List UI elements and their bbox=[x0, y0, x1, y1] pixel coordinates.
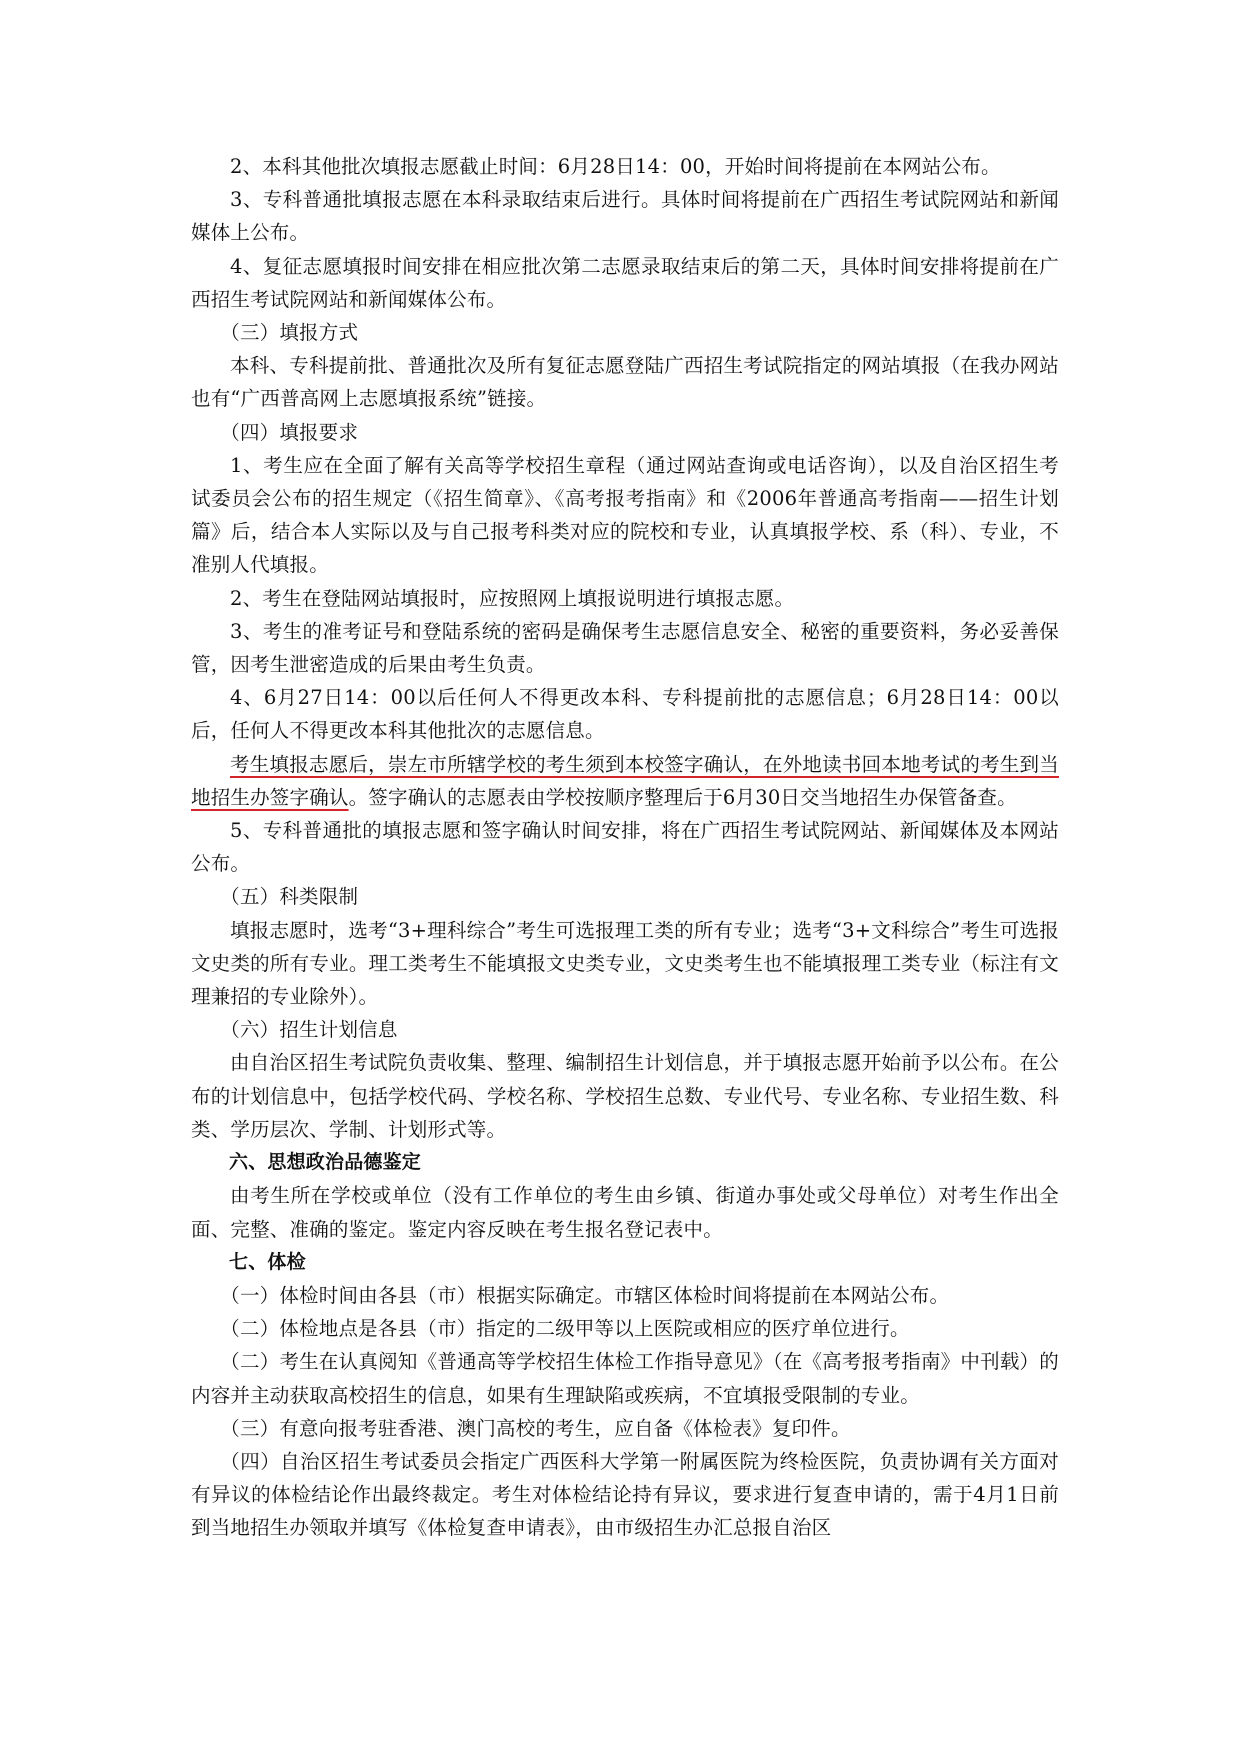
confirmation-text-rest: 。签字确认的志愿表由学校按顺序整理后于6月30日交当地招生办保管备查。 bbox=[348, 785, 1017, 809]
chapter-heading-physical-exam: 七、体检 bbox=[229, 1250, 306, 1273]
paragraph-requirement-5: 5、专科普通批的填报志愿和签字确认时间安排，将在广西招生考试院网站、新闻媒体及本网站公布。 bbox=[191, 819, 1059, 876]
highlighted-confirmation-text: 考生填报志愿后，崇左市所辖学校的考生须到本校签字确认，在外地读书回本地考试的考生到当地招生办签字确认 bbox=[191, 752, 1059, 809]
paragraph-exam-hk-macau: （三）有意向报考驻香港、澳门高校的考生，应自备《体检表》复印件。 bbox=[220, 1416, 851, 1440]
chapter-heading-moral-assessment: 六、思想政治品德鉴定 bbox=[229, 1151, 422, 1174]
paragraph-requirement-1: 1、考生应在全面了解有关高等学校招生章程（通过网站查询或电话咨询），以及自治区招生考试委员会公布的招生规定（《招生简章》、《高考报考指南》和《2006年普通高考指南——招生计划篇》后，结合本人实际以及与自己报考科类对应的院校和专业，认真填报学校、系（科）、专业，不准别人代填报。 bbox=[191, 453, 1059, 577]
section-heading-requirements: （四）填报要求 bbox=[220, 420, 359, 444]
paragraph-vocational-schedule: 3、专科普通批填报志愿在本科录取结束后进行。具体时间将提前在广西招生考试院网站和新闻媒体上公布。 bbox=[191, 188, 1059, 245]
paragraph-plan-info: 由自治区招生考试院负责收集、整理、编制招生计划信息，并于填报志愿开始前予以公布。在公布的计划信息中，包括学校代码、学校名称、学校招生总数、专业代号、专业名称、专业招生数、科类、学历层次、学制、计划形式等。 bbox=[191, 1051, 1059, 1141]
paragraph-requirement-2: 2、考生在登陆网站填报时，应按照网上填报说明进行填报志愿。 bbox=[230, 586, 795, 610]
document-page bbox=[191, 150, 1059, 1545]
section-heading-category: （五）科类限制 bbox=[220, 885, 359, 909]
paragraph-resolicit-schedule: 4、复征志愿填报时间安排在相应批次第二志愿录取结束后的第二天，具体时间安排将提前在广西招生考试院网站和新闻媒体公布。 bbox=[191, 254, 1059, 311]
section-heading-method: （三）填报方式 bbox=[220, 321, 359, 345]
paragraph-deadline-other-batches: 2、本科其他批次填报志愿截止时间：6月28日14：00，开始时间将提前在本网站公布。 bbox=[230, 155, 1001, 178]
paragraph-requirement-3: 3、考生的准考证号和登陆系统的密码是确保考生志愿信息安全、秘密的重要资料，务必妥善保管，因考生泄密造成的后果由考生负责。 bbox=[191, 619, 1059, 677]
paragraph-method: 本科、专科提前批、普通批次及所有复征志愿登陆广西招生考试院指定的网站填报（在我办网站也有“广西普高网上志愿填报系统”链接。 bbox=[191, 354, 1059, 411]
paragraph-exam-time: （一）体检时间由各县（市）根据实际确定。市辖区体检时间将提前在本网站公布。 bbox=[220, 1283, 950, 1307]
paragraph-category: 填报志愿时，选考“3+理科综合”考生可选报理工类的所有专业；选考“3+文科综合”考生可选报文史类的所有专业。理工类考生不能填报文史类专业，文史类考生也不能填报理工类专业（标注有文理兼招的专业除外）。 bbox=[191, 918, 1059, 1009]
paragraph-exam-location: （二）体检地点是各县（市）指定的二级甲等以上医院或相应的医疗单位进行。 bbox=[220, 1317, 910, 1341]
paragraph-exam-review: （四）自治区招生考试委员会指定广西医科大学第一附属医院为终检医院，负责协调有关方面对有异议的体检结论作出最终裁定。考生对体检结论持有异议，要求进行复查申请的，需于4月1日前到当地招生办领取并填写《体检复查申请表》，由市级招生办汇总报自治区 bbox=[191, 1449, 1059, 1540]
paragraph-requirement-4: 4、6月27日14：00以后任何人不得更改本科、专科提前批的志愿信息；6月28日14：00以后，任何人不得更改本科其他批次的志愿信息。 bbox=[191, 686, 1059, 743]
paragraph-exam-guidelines: （二）考生在认真阅知《普通高等学校招生体检工作指导意见》（在《高考报考指南》中刊载）的内容并主动获取高校招生的信息，如果有生理缺陷或疾病，不宜填报受限制的专业。 bbox=[191, 1350, 1059, 1407]
paragraph-confirmation bbox=[191, 748, 1059, 814]
paragraph-moral-assessment: 由考生所在学校或单位（没有工作单位的考生由乡镇、街道办事处或父母单位）对考生作出全面、完整、准确的鉴定。鉴定内容反映在考生报名登记表中。 bbox=[191, 1184, 1059, 1241]
section-heading-plan-info: （六）招生计划信息 bbox=[220, 1018, 398, 1042]
